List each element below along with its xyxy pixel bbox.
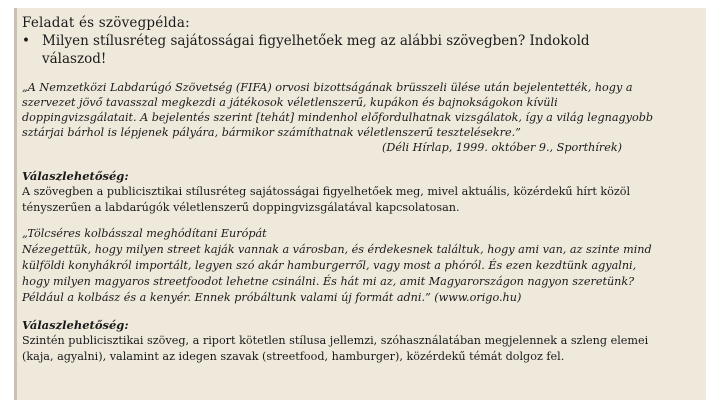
example-line: sztárjai bárhol is lépjenek pályára, bármikor számíthatnak véletlenszerű tesztelésekre.” [22,126,521,139]
example-title: „Tölcséres kolbásszal meghódítani Európát [22,227,267,240]
content-area [22,14,704,365]
answer-text-1 [22,184,704,216]
example-text-1 [22,80,704,140]
example-line: Nézegettük, hogy milyen street kaják vannak a városban, és érdekesnek találtuk, hogy ami van, az szinte mind [22,243,652,256]
example-line: külföldi konyhákról importált, legyen szó akár hamburgerről, vagy most a phóról. És ezen kezdtünk agyalni, [22,259,637,272]
answer-text-2 [22,333,704,365]
panel-left-border [14,8,17,400]
example-line: Például a kolbász és a kenyér. Ennek próbáltunk valami új formát adni.” (www.origo.hu) [22,291,522,304]
answer-line: Szintén publicisztikai szöveg, a riport kötetlen stílusa jellemzi, szóhasználatában megjelennek a szleng elemei [22,334,649,347]
question-line: válaszod! [42,51,107,67]
example-line: szervezet jövő tavasszal megkezdi a játékosok véletlenszerű, kupákon és bajnokságokon kívüli [22,96,558,109]
answer-line: tényszerűen a labdarúgók véletlenszerű doppingvizsgálatával kapcsolatosan. [22,201,460,214]
task-question [22,32,704,68]
answer-label-1: Válaszlehetőség: [22,169,129,183]
task-heading: Feladat és szövegpélda: [22,15,190,31]
answer-label-2: Válaszlehetőség: [22,318,129,332]
example-line: doppingvizsgálatait. A bejelentés szerint [tehát] mindenhol előfordulhatnak vizsgálatok, így a világ legnagyobb [22,111,654,124]
example-text-2 [22,226,704,306]
example-source: (Déli Hírlap, 1999. október 9., Sporthírek) [382,141,622,154]
example-line: „A Nemzetközi Labdarúgó Szövetség (FIFA) orvosi bizottságának brüsszeli ülése után bejelentették, hogy a [22,81,633,94]
example-line: hogy milyen magyaros streetfoodot lehetne csinálni. És hát mi az, amit Magyarországon nagyon szeretünk? [22,275,635,288]
question-text [42,32,704,68]
answer-line: (kaja, agyalni), valamint az idegen szavak (streetfood, hamburger), közérdekű témát dolgoz fel. [22,350,565,363]
answer-line: A szövegben a publicisztikai stílusréteg sajátosságai figyelhetőek meg, mivel aktuális, közérdekű hírt közöl [22,185,631,198]
question-line: Milyen stílusréteg sajátosságai figyelhetőek meg az alábbi szövegben? Indokold [42,33,590,49]
bullet-icon: • [22,33,30,49]
